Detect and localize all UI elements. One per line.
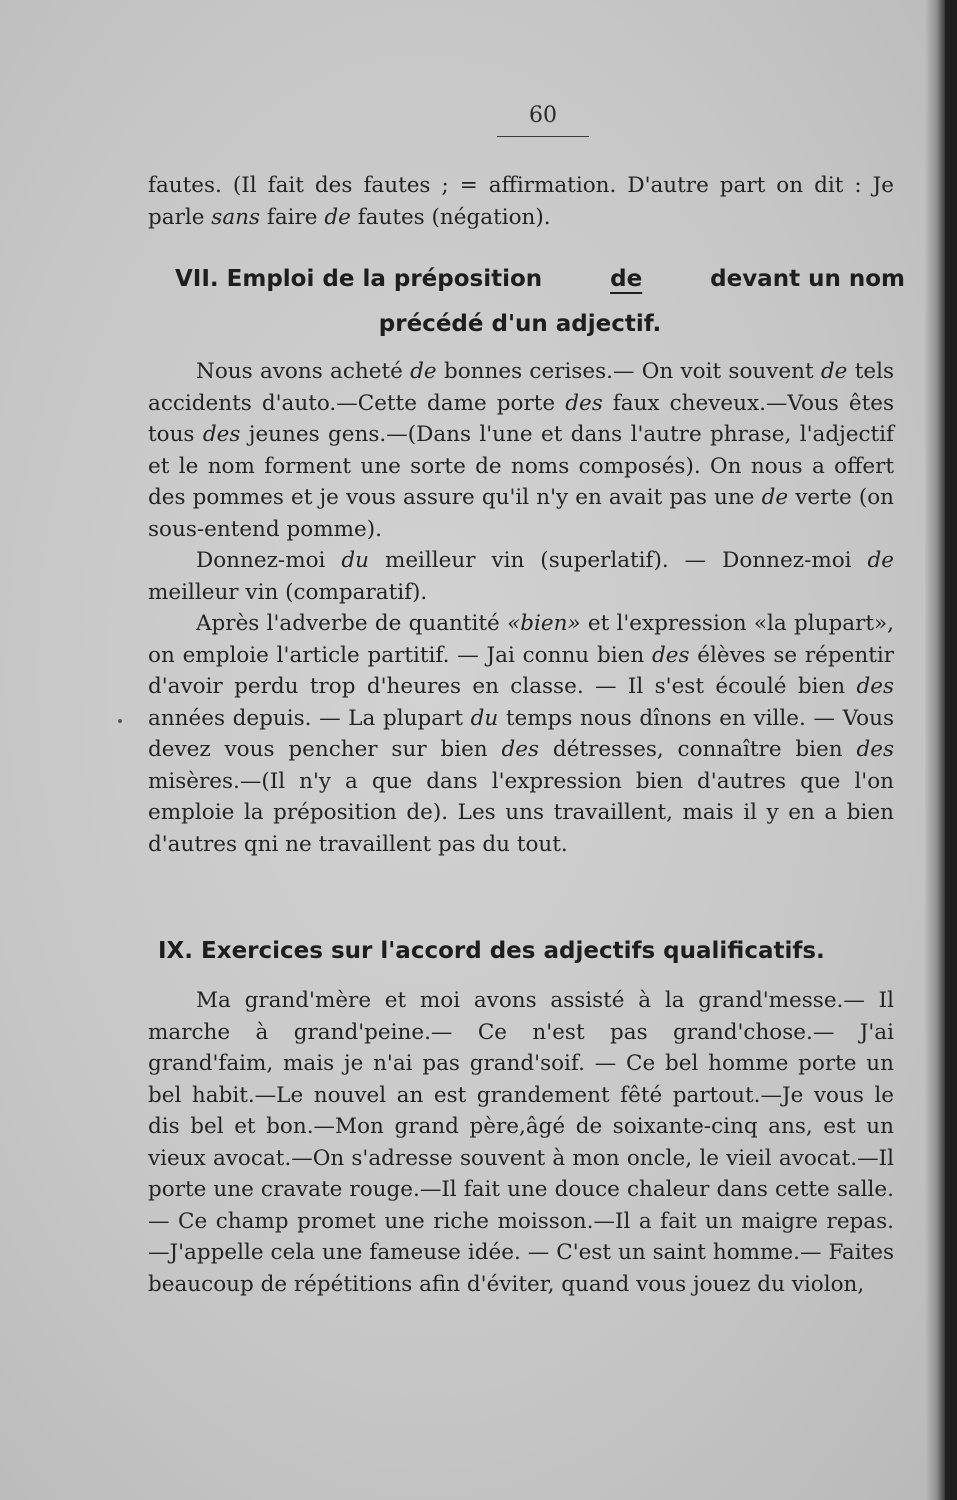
section-vii-heading: VII. Emploi de la préposition de devant un nom	[175, 266, 905, 292]
section-vii-paragraph-2: Donnez-moi du meilleur vin (superlatif). — Donnez-moi de meilleur vin (comparatif).	[148, 548, 894, 605]
page-gutter-shadow	[925, 0, 945, 1500]
section-vii-paragraph-3: Après l'adverbe de quantité «bien» et l'expression «la plupart», on emploie l'article partitif. — Jai connu bien des élèves se répentir d'avoir perdu trop d'heures en classe. — Il s'est écoulé bien des années depuis. — La plupart du temps nous dînons en ville. — Vous devez vous pencher sur bien des détresses, connaître bien des misères.—(Il n'y a que dans l'expression bien d'autres que l'on emploie la préposition de). Les uns travaillent, mais il y en a bien d'autres qni ne travaillent pas du tout.	[148, 611, 894, 857]
section-vii-body	[148, 356, 894, 860]
section-vii-paragraph-1: Nous avons acheté de bonnes cerises.— On voit souvent de tels accidents d'auto.—Cette dame porte des faux cheveux.—Vous êtes tous des jeunes gens.—(Dans l'une et dans l'autre phrase, l'adjectif et le nom forment une sorte de noms composés). On nous a offert des pommes et je vous assure qu'il n'y en avait pas une de verte (on sous-entend pomme).	[148, 359, 895, 542]
margin-speck	[118, 719, 122, 723]
intro-paragraph: fautes. (Il fait des fautes ; = affirmation. D'autre part on dit : Je parle sans faire de fautes (négation).	[148, 173, 894, 230]
section-ix-body	[148, 985, 894, 1300]
intro-line-1: fautes. (Il fait des fautes ; = affirmation. D'autre part on	[148, 173, 804, 198]
section-ix-heading: IX. Exercices sur l'accord des adjectifs qualificatifs.	[158, 938, 825, 964]
underlined-de: de	[610, 266, 643, 292]
page-number: 60	[497, 103, 589, 137]
section-ix-paragraph-1: Ma grand'mère et moi avons assisté à la grand'messe.— Il marche à grand'peine.— Ce n'est pas grand'chose.— J'ai grand'faim, mais je n'ai pas grand'soif. — Ce bel homme porte un bel habit.—Le nouvel an est grandement fêté partout.—Je vous le dis bel et bon.—Mon grand père,âgé de soixante-cinq ans, est un vieux avocat.—On s'adresse souvent à mon oncle, le vieil avocat.—Il porte une cravate rouge.—Il fait une douce chaleur dans cette salle.— Ce champ promet une riche moisson.—Il a fait un maigre repas.—J'appelle cela une fameuse idée. — C'est un saint homme.— Faites beaucoup de répétitions afin d'éviter, quand vous jouez du violon,	[148, 988, 894, 1297]
section-vii-heading-line-2: précédé d'un adjectif.	[378, 311, 662, 337]
